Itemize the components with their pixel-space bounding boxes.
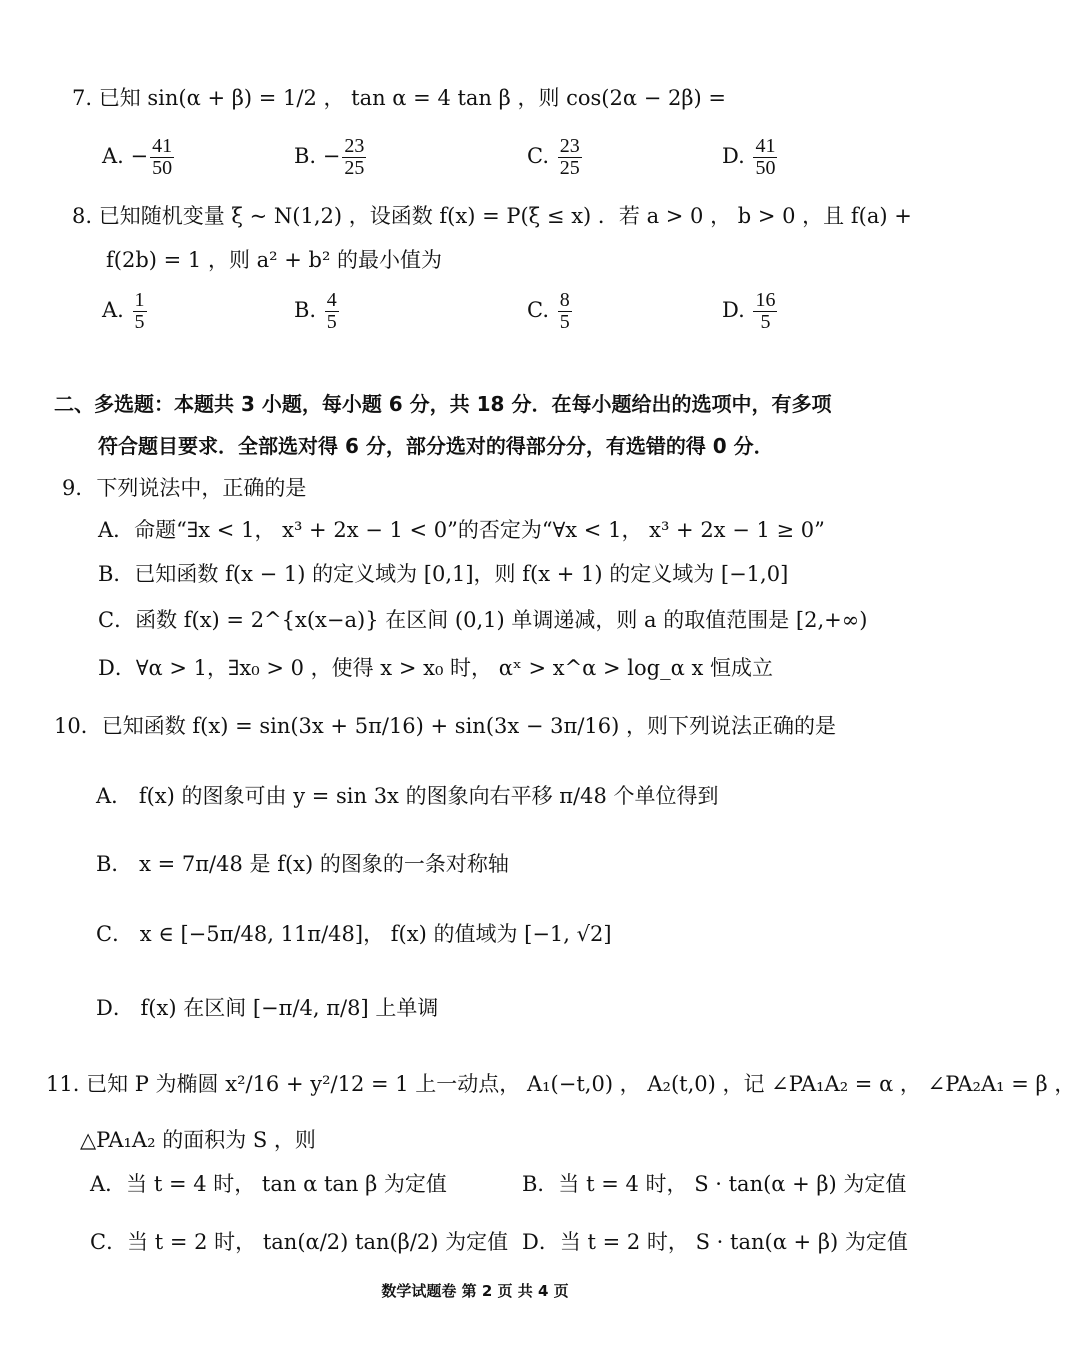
q10-option-a[interactable]: A． f(x) 的图象可由 y = sin 3x 的图象向右平移 π/48 个单位得到 <box>96 784 719 808</box>
q8-stem-line1: 8. 已知随机变量 ξ ~ N(1,2) ，设函数 f(x) = P(ξ ≤ x) ．若 a > 0 ， b > 0 ，且 f(a) + <box>72 204 912 228</box>
q9-stem: 9．下列说法中，正确的是 <box>62 476 307 500</box>
q8-option-b[interactable]: B. $\frac{4}{5}$ <box>294 289 337 333</box>
q10-option-c[interactable]: C． x ∈ [−5π/48, 11π/48]， f(x) 的值域为 [−1, √2] <box>96 922 612 946</box>
q7-option-c[interactable]: C. $\frac{23}{25}$ <box>527 135 580 179</box>
q9-option-c[interactable]: C．函数 f(x) = 2^{x(x−a)} 在区间 (0,1) 单调递减，则 a 的取值范围是 [2,+∞) <box>98 608 868 632</box>
q10-stem: 10．已知函数 f(x) = sin(3x + 5π/16) + sin(3x − 3π/16) ，则下列说法正确的是 <box>54 714 836 738</box>
q11-option-d[interactable]: D．当 t = 2 时， S · tan(α + β) 为定值 <box>522 1230 908 1254</box>
section2-header-line1: 二、多选题：本题共 3 小题，每小题 6 分，共 18 分．在每小题给出的选项中，有多项 <box>54 392 832 416</box>
q11-stem-line1: 11. 已知 P 为椭圆 x²/16 + y²/12 = 1 上一动点， A₁(−t,0) ， A₂(t,0) ，记 ∠PA₁A₂ = α ， ∠PA₂A₁ = β ， <box>46 1072 1075 1096</box>
q8-stem-line2: f(2b) = 1 ，则 a² + b² 的最小值为 <box>106 248 443 272</box>
page-footer: 数学试题卷 第 2 页 共 4 页 <box>381 1282 569 1300</box>
q9-option-b[interactable]: B．已知函数 f(x − 1) 的定义域为 [0,1]，则 f(x + 1) 的定义域为 [−1,0] <box>98 562 789 586</box>
q9-option-a[interactable]: A．命题“∃x < 1， x³ + 2x − 1 < 0”的否定为“∀x < 1， x³ + 2x − 1 ≥ 0” <box>98 518 825 542</box>
q10-option-d[interactable]: D． f(x) 在区间 [−π/4, π/8] 上单调 <box>96 996 439 1020</box>
q7-option-d[interactable]: D. $\frac{41}{50}$ <box>722 135 776 179</box>
q10-option-b[interactable]: B． x = 7π/48 是 f(x) 的图象的一条对称轴 <box>96 852 509 876</box>
q7-option-b[interactable]: B. − $\frac{23}{25}$ <box>294 135 365 179</box>
q9-option-d[interactable]: D．∀α > 1，∃x₀ > 0 ，使得 x > x₀ 时， αˣ > x^α > log_α x 恒成立 <box>98 656 773 680</box>
q8-option-c[interactable]: C. $\frac{8}{5}$ <box>527 289 570 333</box>
q11-stem-line2: △PA₁A₂ 的面积为 S ，则 <box>80 1128 316 1152</box>
q11-option-c[interactable]: C．当 t = 2 时， tan(α/2) tan(β/2) 为定值 <box>90 1230 509 1254</box>
q11-option-b[interactable]: B．当 t = 4 时， S · tan(α + β) 为定值 <box>522 1172 907 1196</box>
q11-option-a[interactable]: A．当 t = 4 时， tan α tan β 为定值 <box>90 1172 447 1196</box>
q7-option-a[interactable]: A. − $\frac{41}{50}$ <box>102 135 173 179</box>
section2-header-line2: 符合题目要求．全部选对得 6 分，部分选对的得部分分，有选错的得 0 分． <box>98 434 774 458</box>
q7-stem: 7. 已知 sin(α + β) = 1/2 ， tan α = 4 tan β ，则 cos(2α − 2β) = <box>72 86 726 110</box>
q8-option-a[interactable]: A. $\frac{1}{5}$ <box>102 289 145 333</box>
q8-option-d[interactable]: D. $\frac{16}{5}$ <box>722 289 776 333</box>
